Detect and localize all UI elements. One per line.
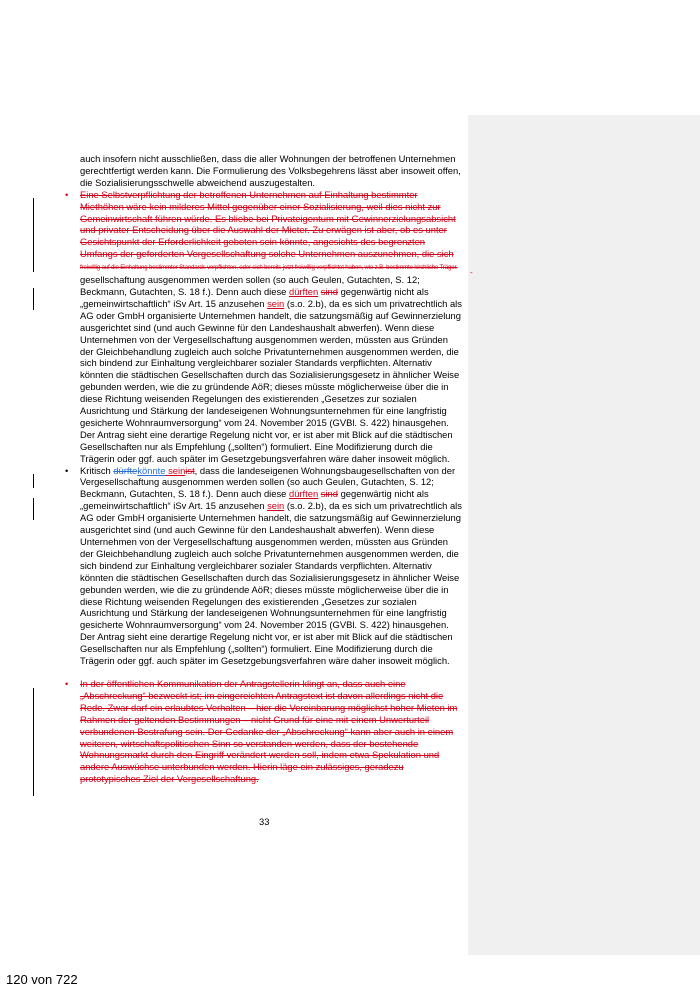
change-bar xyxy=(33,198,34,272)
page-number: 33 xyxy=(259,816,270,827)
change-marker: - xyxy=(470,268,473,277)
inserted-text: dürften xyxy=(288,488,319,500)
deleted-paragraph xyxy=(65,677,462,785)
inserted-text: dürften xyxy=(288,285,319,297)
deleted-text: ist xyxy=(185,464,195,476)
bullet: • xyxy=(65,677,69,689)
change-bar xyxy=(33,498,34,520)
paragraph: gesellschaftung ausgenommen werden sollen (so auch Geulen, Gutachten, S. 12; Beckmann, Gutachten, S. 18 f.). Denn auch diese dürften sind gegenwärtig nicht als „gemeinwirtschaftlich“ iSv Art. 15 anzusehen sein (s.o. 2.b), da es sich um privatrechtlich als AG oder GmbH organisierte Unternehmen handelt, die satzungsmäßig auf Gewinnerzielung ausgerichtet sind (und auch Gewinne für den Landeshaushalt abwerfen). Wenn diese Unternehmen von der Vergesellschaftung ausgenommen werden, müssten aus Gründen der Gleichbehandlung zugleich auch solche Privatunternehmen ausgenommen werden, die sich bindend zur Einhaltung vergleichbarer sozialer Standards verpflichten. Alternativ könnten die städtischen Gesellschaften durch das Sozialisierungsgesetz in ähnlicher Weise gebunden werden, wie die zu gründende AöR; dieses müsste möglicherweise über die in diese Richtung weisenden Regelungen des existierenden „Gesetzes zur sozialen Ausrichtung und Stärkung der landeseigenen Wohnungsunternehmen für eine langfristig gesicherte Wohnraumversorgung“ vom 24. November 2015 (GVBl. S. 422) hinausgehen. Der Antrag sieht eine derartige Regelung nicht vor, er ist aber mit Blick auf die städtischen Gesellschaften nur als Empfehlung („sollten“) formuliert. Eine Modifizierung durch die Trägerin oder ggf. auch später im Gesetzgebungsverfahren wäre daher insoweit möglich. xyxy=(80,274,462,464)
deleted-text-compressed: freiwillig auf die Einhaltung bestimmter Standards verpflichten, oder sich bereits jetzt freiwillig verpflichtet haben, wie z.B. bestimmte kirchliche Träger. xyxy=(80,264,458,272)
deleted-paragraph xyxy=(65,188,462,274)
deleted-text: In der öffentlichen Kommunikation der Antragstellerin klingt an, dass auch eine „Abschreckung“ bezweckt ist; im eingereichten Antragstext ist davon allerdings nicht die Rede. Zwar darf ein erlaubtes Verhalten – hier die Vereinbarung möglichst hoher Mieten im Rahmen der geltenden Bestimmungen – nicht Grund für eine mit einem Unwerturteil verbundenen Bestrafung sein. Der Gedanke der „Abschreckung“ kann aber auch in einem weiteren, wirtschaftspolitischen Sinn so verstanden werden, dass der bestehende Wohnungsmarkt durch den Eingriff verändert werden soll, indem etwa Spekulation und andere Auswüchse unterbunden werden. Hierin läge ein zulässiges, geradezu prototypisches Ziel der Vergesellschaftung. xyxy=(80,677,458,785)
bullet: • xyxy=(65,188,69,200)
page-count-indicator: 120 von 722 xyxy=(6,972,78,987)
paragraph: auch insofern nicht ausschließen, dass die aller Wohnungen der betroffenen Unternehmen gerechtfertigt werden kann. Die Formulierung des Volksbegehrens lässt aber insoweit offen, die Sozialisierungsschwelle abweichend auszugestalten. xyxy=(80,153,461,188)
change-bar xyxy=(33,688,34,796)
deleted-text: dürfte xyxy=(113,464,138,476)
deleted-text: sind xyxy=(320,488,338,500)
inserted-text: sein xyxy=(267,500,285,512)
change-bar xyxy=(33,288,34,310)
change-bar xyxy=(33,474,34,488)
bullet: • xyxy=(65,464,69,476)
deleted-text: sind xyxy=(320,285,338,297)
comment-balloon-area xyxy=(468,115,700,955)
bullet-paragraph: • Kritisch dürftekönnte seinist, dass die landeseigenen Wohnungsbaugesellschaften von der Vergesellschaftung ausgenommen werden sollen (so auch Geulen, Gutachten, S. 12; Beckmann, Gutachten, S. 18 f.). Denn auch diese dürften sind gegenwärtig nicht als „gemeinwirtschaftlich“ iSv Art. 15 anzusehen sein (s.o. 2.b), da es sich um privatrechtlich als AG oder GmbH organisierte Unternehmen handelt, die satzungsmäßig auf Gewinnerzielung ausgerichtet sind (und auch Gewinne für den Landeshaushalt abwerfen). Wenn diese Unternehmen von der Vergesellschaftung ausgenommen werden, müssten aus Gründen der Gleichbehandlung zugleich auch solche Privatunternehmen ausgenommen werden, die sich bindend zur Einhaltung vergleichbarer sozialer Standards verpflichten. Alternativ könnten die städtischen Gesellschaften durch das Sozialisierungsgesetz in ähnlicher Weise gebunden werden, wie die zu gründende AöR; dieses müsste möglicherweise über die in diese Richtung weisenden Regelungen des existierenden „Gesetzes zur sozialen Ausrichtung und Stärkung der landeseigenen Wohnungsunternehmen für eine langfristig gesicherte Wohnraumversorgung“ vom 24. November 2015 (GVBl. S. 422) hinausgehen. Der Antrag sieht eine derartige Regelung nicht vor, er ist aber mit Blick auf die städtischen Gesellschaften nur als Empfehlung („sollten“) formuliert. Eine Modifizierung durch die Trägerin oder ggf. auch später im Gesetzgebungsverfahren wäre daher insoweit möglich. xyxy=(65,464,462,667)
inserted-text: sein xyxy=(267,297,285,309)
inserted-text: könnte xyxy=(137,464,166,476)
document-body xyxy=(65,153,462,785)
inserted-text: sein xyxy=(165,464,186,476)
deleted-text: Eine Selbstverpflichtung der betroffenen Unternehmen auf Einhaltung bestimmter Miethöhen wäre kein milderes Mittel gegenüber einer Sozialisierung, weil dies nicht zur Gemeinwirtschaft führen würde. Es bliebe bei Privateigentum mit Gewinnerzielungsabsicht und privater Entscheidung über die Auswahl der Mieter. Zu erwägen ist aber, ob es unter Gesichtspunkt der Erforderlichkeit geboten sein könnte, angesichts des begrenzten Umfangs der geforderten Vergesellschaftung solche Unternehmen auszunehmen, die sich xyxy=(80,188,456,260)
